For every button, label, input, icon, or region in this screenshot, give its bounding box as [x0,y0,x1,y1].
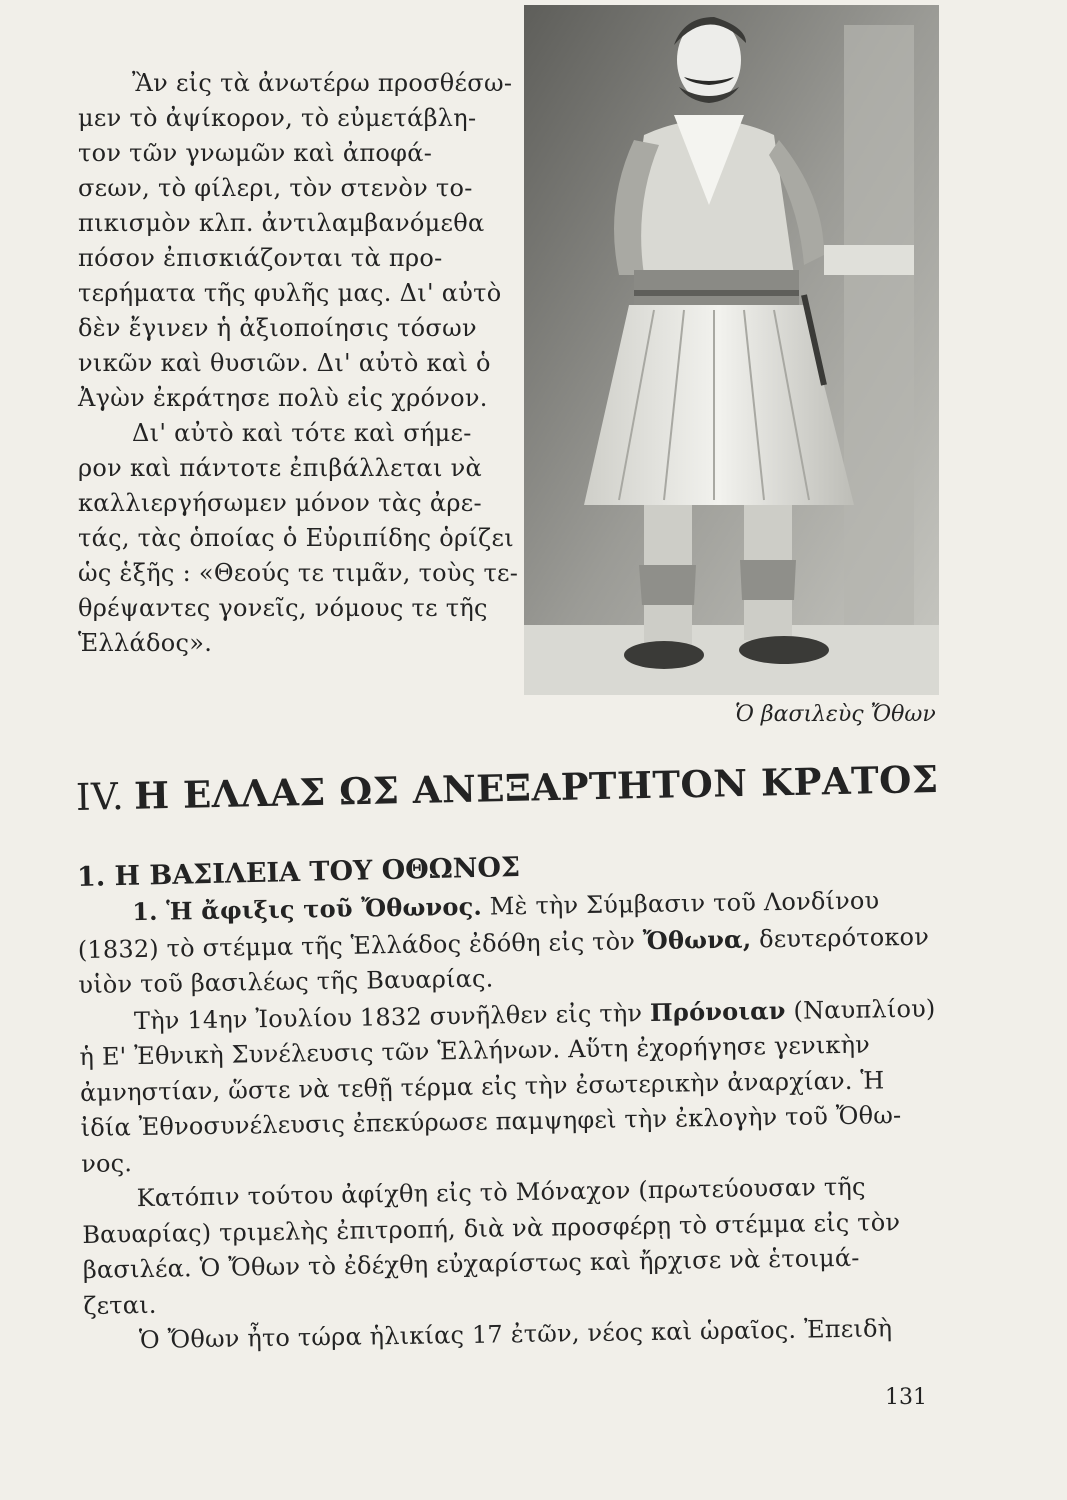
text-line: ὡς ἑξῆς : «Θεούς τε τιμᾶν, τοὺς τε- [78,559,519,587]
body-text [77,881,954,1359]
text-line: Τὴν 14ην Ἰουλίου 1832 συνῆλθεν εἰς τὴν Πρόνοιαν (Ναυπλίου) [133,994,936,1035]
text-line: τερήματα τῆς φυλῆς μας. Δι' αὐτὸ [78,279,502,307]
figure-caption: Ὁ βασιλεὺς Ὄθων [735,702,936,727]
portrait-figure [524,5,939,695]
text-line: 1. Ἡ ἄφιξις τοῦ Ὄθωνος. Μὲ τὴν Σύμβασιν τοῦ Λονδίνου [132,886,880,927]
text-line: τον τῶν γνωμῶν καὶ ἀποφά- [78,139,433,167]
text-line: Βαυαρίας) τριμελὴς ἐπιτροπή, διὰ νὰ προσφέρῃ τὸ στέμμα εἰς τὸν [82,1207,901,1249]
text-line: νικῶν καὶ θυσιῶν. Δι' αὐτὸ καὶ ὁ [78,349,491,377]
emphasis-pronoia: Πρόνοιαν [649,995,786,1027]
chapter-heading [76,757,939,819]
text-line: πόσον ἐπισκιάζονται τὰ προ- [78,244,443,272]
text-line: Κατόπιν τούτου ἀφίχθη εἰς τὸ Μόναχον (πρωτεύουσαν τῆς [136,1172,866,1213]
text-line: ἡ Ε' Ἐθνικὴ Συνέλευσις τῶν Ἑλλήνων. Αὕτη ἐχορήγησε γενικὴν [79,1030,871,1071]
emphasis-otto: Ὄθωνα, [642,923,752,955]
text-line: Δι' αὐτὸ καὶ τότε καὶ σήμε- [132,419,472,447]
text-line: τάς, τὰς ὁποίας ὁ Εὐριπίδης ὁρίζει [78,524,514,552]
text-line: Ἀγὼν ἐκράτησε πολὺ εἰς χρόνον. [78,384,488,412]
text-line: μεν τὸ ἀψίκορον, τὸ εὐμετάβλη- [78,104,477,132]
text-line: ρον καὶ πάντοτε ἐπιβάλλεται νὰ [78,454,482,482]
text-line: ἰδία Ἐθνοσυνέλευσις ἐπεκύρωσε παμψηφεὶ τὴν ἐκλογὴν τοῦ Ὄθω- [80,1101,902,1142]
page-number: 131 [885,1385,927,1410]
text-line: υἱὸν τοῦ βασιλέως τῆς Βαυαρίας. [78,964,494,999]
text-line: πικισμὸν κλπ. ἀντιλαμβανόμεθα [78,209,485,237]
king-otto-portrait-illustration [524,5,939,695]
text-line: θρέψαντες γονεῖς, νόμους τε τῆς [78,594,488,622]
text-line: σεων, τὸ φίλερι, τὸν στενὸν το- [78,174,473,202]
text-line: βασιλέα. Ὁ Ὄθων τὸ ἐδέχθη εὐχαρίστως καὶ ἤρχισε νὰ ἑτοιμά- [82,1243,860,1284]
text-line: Ἑλλάδος». [78,629,213,657]
text-line: (1832) τὸ στέμμα τῆς Ἑλλάδος ἐδόθη εἰς τὸν Ὄθωνα, δευτερότοκον [77,922,930,964]
chapter-number: IV. [75,774,125,819]
text-line: καλλιεργήσωμεν μόνον τὰς ἀρε- [78,489,482,517]
chapter-title: Η ΕΛΛΑΣ ΩΣ ΑΝΕΞΑΡΤΗΤΟΝ ΚΡΑΤΟΣ [133,756,939,818]
text-line: Ὁ Ὄθων ἦτο τώρα ἡλικίας 17 ἐτῶν, νέος καὶ ὡραῖος. Ἐπειδὴ [138,1314,893,1355]
section-heading: 1. Η ΒΑΣΙΛΕΙΑ ΤΟΥ ΟΘΩΝΟΣ [76,851,521,893]
text-line: Ἂν εἰς τὰ ἀνωτέρω προσθέσω- [132,69,513,97]
text-line: νος. [80,1148,133,1178]
left-column-text [78,66,518,661]
text-line: δὲν ἔγινεν ἡ ἀξιοποίησις τόσων [78,314,477,342]
subsection-heading: 1. Ἡ ἄφιξις τοῦ Ὄθωνος. [132,891,483,927]
text-line: ζεται. [83,1290,157,1320]
text-line: ἀμνηστίαν, ὥστε νὰ τεθῇ τέρμα εἰς τὴν ἐσωτερικὴν ἀναρχίαν. Ἡ [79,1065,885,1107]
